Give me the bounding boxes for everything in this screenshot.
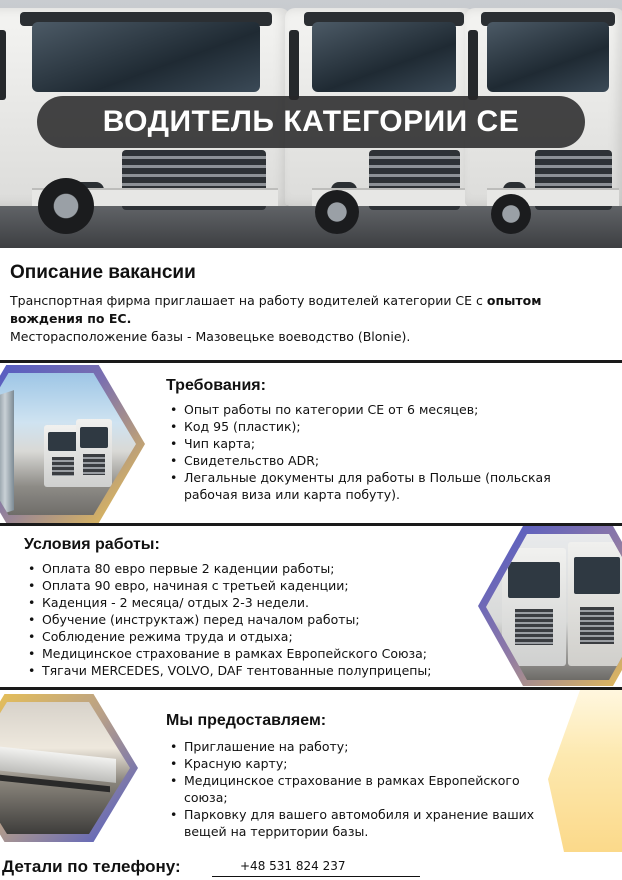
requirements-list	[166, 401, 606, 503]
list-item: • Красную карту;	[166, 755, 546, 772]
list-item: • Легальные документы для работы в Польше (польская рабочая виза или карта побуту).	[166, 469, 606, 503]
list-item: • Каденция - 2 месяца/ отдых 2-3 недели.	[24, 594, 484, 611]
page-title: ВОДИТЕЛЬ КАТЕГОРИИ CE	[102, 105, 520, 138]
offer-list	[166, 738, 546, 840]
conditions-section	[0, 526, 622, 687]
conditions-heading: Условия работы:	[24, 536, 160, 553]
description-text	[10, 292, 612, 328]
contact-footer	[0, 852, 622, 880]
conditions-list	[24, 560, 484, 679]
list-item: • Соблюдение режима труда и отдыха;	[24, 628, 484, 645]
list-item: • Чип карта;	[166, 435, 606, 452]
list-item: • Приглашение на работу;	[166, 738, 546, 755]
list-item: • Свидетельство ADR;	[166, 452, 606, 469]
list-item: • Медицинское страхование в рамках Европейского союза;	[166, 772, 546, 806]
offer-section	[0, 690, 622, 852]
list-item: • Оплата 80 евро первые 2 каденции работы;	[24, 560, 484, 577]
decorative-hexagons	[548, 690, 622, 852]
phone-number[interactable]: +48 531 824 237	[240, 859, 346, 873]
requirements-heading: Требования:	[166, 377, 266, 394]
list-item: • Оплата 90 евро, начиная с третьей каденции;	[24, 577, 484, 594]
list-item: • Парковку для вашего автомобиля и хранение ваших вещей на территории базы.	[166, 806, 546, 840]
title-banner	[37, 96, 585, 148]
description-section	[0, 248, 622, 360]
description-line1-bold: опытом вождения по ЕС.	[10, 293, 542, 326]
phone-underline	[212, 876, 420, 877]
description-location: Месторасположение базы - Мазовецьке воеводство (Blonie).	[10, 329, 411, 344]
list-item: • Тягачи MERCEDES, VOLVO, DAF тентованные полуприцепы;	[24, 662, 484, 679]
description-heading: Описание вакансии	[10, 262, 196, 283]
list-item: • Медицинское страхование в рамках Европейского Союза;	[24, 645, 484, 662]
offer-heading: Мы предоставляем:	[166, 712, 327, 729]
offer-photo	[0, 702, 130, 834]
description-line1: Транспортная фирма приглашает на работу водителей категории CE с	[10, 293, 487, 308]
requirements-section	[0, 363, 622, 523]
list-item: • Обучение (инструктаж) перед началом работы;	[24, 611, 484, 628]
list-item: • Опыт работы по категории CE от 6 месяцев;	[166, 401, 606, 418]
hero-banner	[0, 0, 622, 248]
list-item: • Код 95 (пластик);	[166, 418, 606, 435]
contact-label: Детали по телефону:	[2, 857, 181, 876]
